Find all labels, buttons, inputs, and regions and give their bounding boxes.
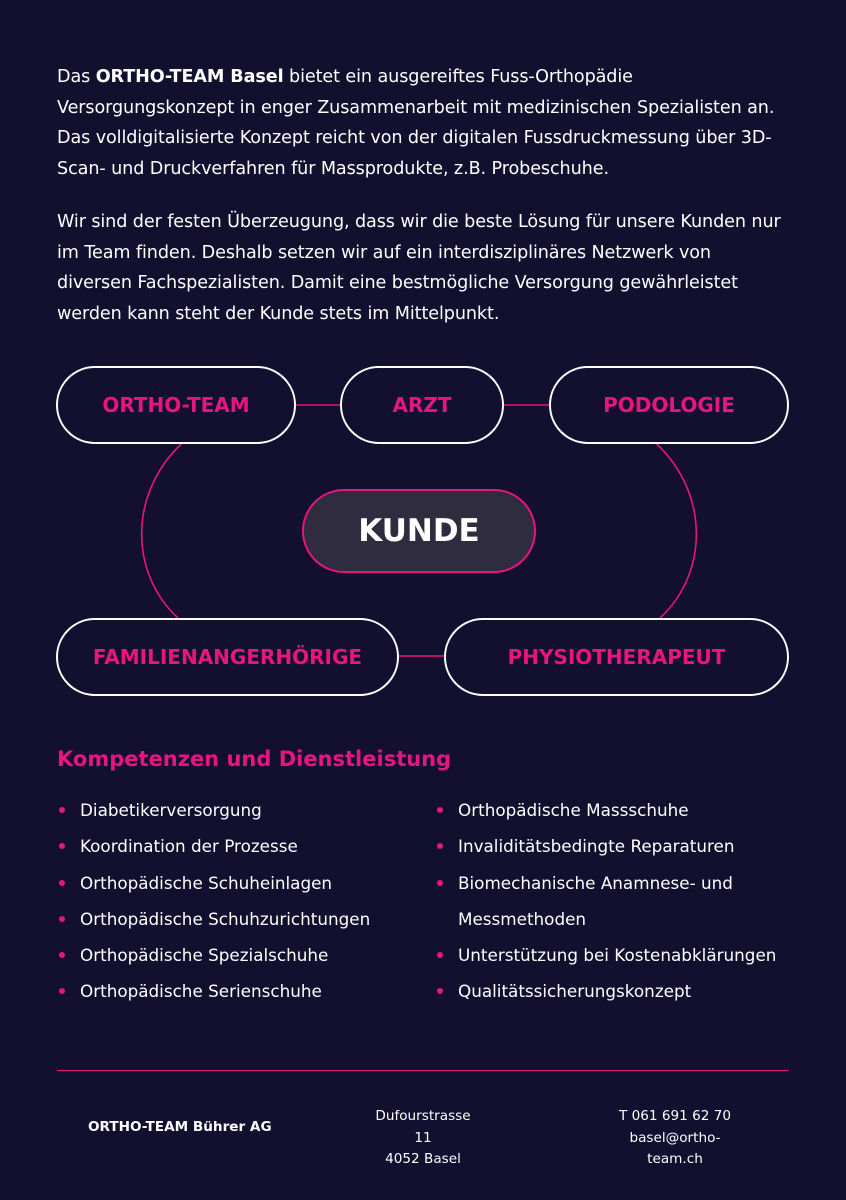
list-item: [57, 937, 417, 973]
node-podologie: PODOLOGIE: [549, 366, 789, 444]
node-arzt: ARZT: [340, 366, 504, 444]
list-item: [435, 792, 795, 828]
list-item-text: Orthopädische Serienschuhe: [80, 981, 322, 1002]
bullet-icon: [59, 843, 65, 849]
bullet-icon: [437, 988, 443, 994]
footer-divider: [57, 1070, 789, 1071]
list-item-text: Qualitätssicherungskonzept: [458, 981, 692, 1002]
node-ortho-team: ORTHO-TEAM: [56, 366, 296, 444]
list-item: [57, 865, 417, 901]
bullet-icon: [437, 843, 443, 849]
footer-phone: T 061 691 62 70: [618, 1108, 732, 1124]
list-item-text: Invaliditätsbedingte Reparaturen: [458, 836, 735, 857]
list-item: [435, 865, 778, 938]
list-item: [57, 828, 417, 864]
bullet-icon: [59, 916, 65, 922]
node-familie: FAMILIENANGERHÖRIGE: [56, 618, 399, 696]
services-list-right: [435, 792, 795, 1010]
list-item: [435, 973, 795, 1009]
connector-left-arc: [142, 438, 188, 618]
list-item-text: Unterstützung bei Kostenabklärungen: [458, 945, 777, 966]
list-item: [57, 973, 417, 1009]
bullet-icon: [437, 952, 443, 958]
footer-contact: [608, 1106, 742, 1171]
list-item: [435, 828, 795, 864]
list-item: [57, 792, 417, 828]
network-diagram: [0, 360, 846, 700]
bullet-icon: [437, 880, 443, 886]
intro-brand-name: ORTHO-TEAM Basel: [95, 67, 284, 87]
list-item-text: Orthopädische Massschuhe: [458, 800, 689, 820]
bullet-icon: [59, 880, 65, 886]
footer-address: [372, 1106, 474, 1171]
bullet-icon: [59, 952, 65, 958]
services-list-left: [57, 792, 417, 1010]
list-item-text: Orthopädische Schuhzurichtungen: [80, 908, 371, 929]
list-item: [435, 937, 795, 973]
node-physio: PHYSIOTHERAPEUT: [444, 618, 789, 696]
bullet-icon: [437, 807, 443, 813]
list-item-text: Orthopädische Spezialschuhe: [80, 945, 329, 966]
footer-company: ORTHO-TEAM Bührer AG: [88, 1119, 272, 1135]
list-item-text: Orthopädische Schuheinlagen: [80, 872, 333, 893]
list-item-text: Biomechanische Anamnese- und Messmethoden: [458, 872, 733, 929]
services-title: Kompetenzen und Dienstleistung: [57, 747, 452, 771]
footer-street: Dufourstrasse 11: [375, 1108, 471, 1146]
footer-city: 4052 Basel: [385, 1151, 461, 1167]
list-item-text: Diabetikerversorgung: [80, 800, 262, 820]
connector-right-arc: [650, 438, 696, 618]
bullet-icon: [59, 988, 65, 994]
intro-prefix: Das: [57, 67, 96, 87]
intro-paragraph-2: Wir sind der festen Überzeugung, dass wir die beste Lösung für unsere Kunden nur im Team finden. Deshalb setzen wir auf ein interdisziplinäres Netzwerk von diversen Fachspezialisten. Damit eine bestmögliche Versorgung gewährleistet werden kann steht der Kunde stets im Mittelpunkt.: [57, 212, 781, 324]
list-item-text: Koordination der Prozesse: [80, 836, 298, 857]
bullet-icon: [59, 807, 65, 813]
list-item: [57, 901, 417, 937]
intro-text: bietet ein ausgereiftes Fuss-Orthopädie Versorgungskonzept in enger Zusammenarbeit mit medizinischen Spezialisten an. Das volldigitalisierte Konzept reicht von der digitalen Fussdruckmessung über 3D-Scan- und Druckverfahren für Massprodukte, z.B. Probeschuhe.: [57, 67, 775, 179]
footer-email-link[interactable]: basel@ortho-team.ch: [629, 1129, 721, 1167]
intro-paragraph-1: [57, 62, 789, 184]
node-kunde: KUNDE: [302, 489, 536, 573]
